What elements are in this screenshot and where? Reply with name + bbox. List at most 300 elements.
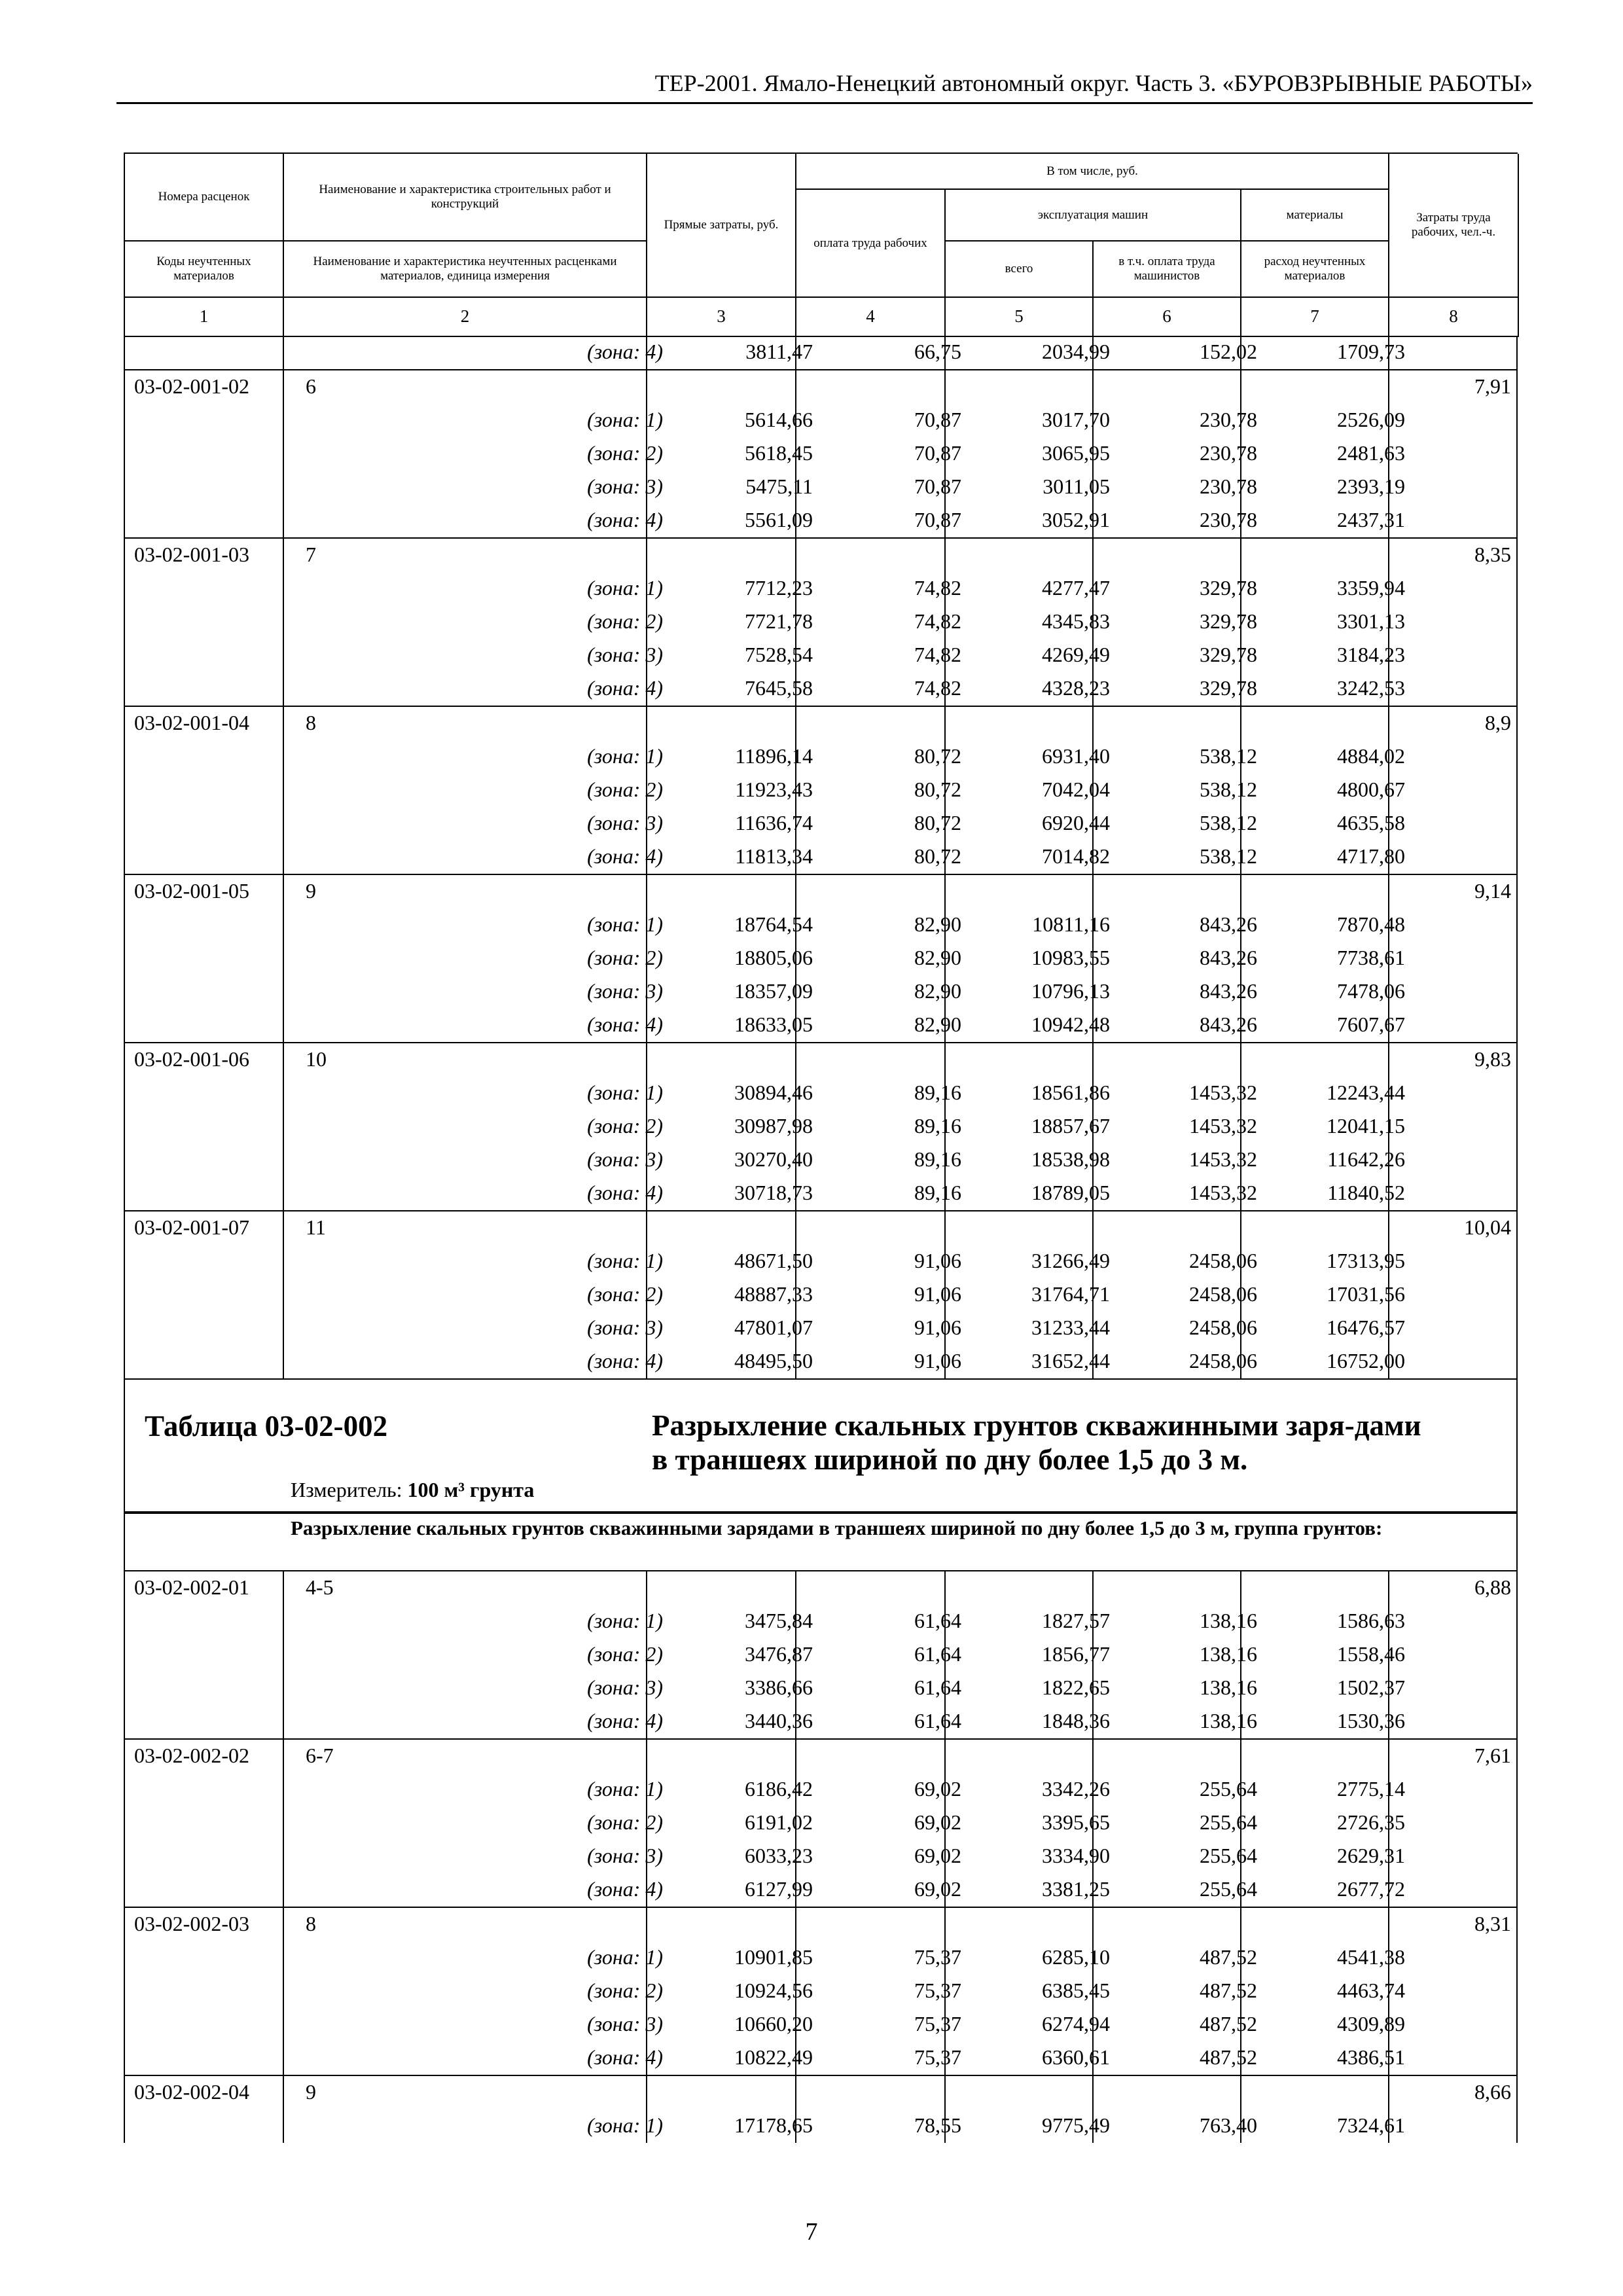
operator-pay-cell: 255,64 [1200,1777,1257,1801]
machines-total-cell: 4277,47 [1042,576,1110,600]
rate-group [124,1043,1518,1211]
column-number: 8 [1389,298,1519,337]
labor-cell: 8,35 [1474,543,1511,566]
machines-total-cell: 10942,48 [1031,1013,1110,1036]
machines-total-cell: 3342,26 [1042,1777,1110,1801]
operator-pay-cell: 1453,32 [1189,1114,1257,1138]
labor-cell: 8,9 [1485,711,1511,734]
operator-pay-cell: 138,16 [1200,1709,1257,1732]
operator-pay-cell: 538,12 [1200,778,1257,801]
operator-pay-cell: 843,26 [1200,912,1257,936]
zone-label: (зона: 2) [587,1979,663,2002]
zone-label: (зона: 2) [587,1642,663,1666]
col1-top-header: Номера расценок [125,154,284,242]
worker-pay-cell: 91,06 [914,1249,961,1272]
materials-cost-cell: 7478,06 [1337,979,1405,1003]
direct-costs-cell: 17178,65 [734,2113,813,2137]
table-row [125,2041,1516,2075]
column-number: 4 [796,298,946,337]
machines-total-cell: 2034,99 [1042,340,1110,363]
table-row [125,1941,1516,1975]
zone-label: (зона: 4) [587,1181,663,1204]
materials-cost-cell: 4800,67 [1337,778,1405,801]
table-row [125,1077,1516,1110]
machines-total-cell: 3334,90 [1042,1844,1110,1867]
unit-prefix: Измеритель: [291,1478,408,1501]
materials-cost-cell: 4635,58 [1337,811,1405,834]
materials-cost-cell: 11840,52 [1327,1181,1405,1204]
zone-label: (зона: 4) [587,1013,663,1036]
table-row [125,539,1516,572]
worker-pay-cell: 61,64 [914,1709,961,1732]
worker-pay-cell: 70,87 [914,508,961,531]
worker-pay-cell: 61,64 [914,1609,961,1632]
worker-pay-cell: 70,87 [914,441,961,465]
table-row [125,1211,1516,1245]
continued-group [124,336,1518,370]
table-row [125,707,1516,740]
materials-cost-cell: 3184,23 [1337,643,1405,666]
direct-costs-cell: 7712,23 [745,576,813,600]
column-number: 2 [284,298,647,337]
machines-total-cell: 3381,25 [1042,1877,1110,1901]
zone-label: (зона: 2) [587,1114,663,1138]
worker-pay-cell: 74,82 [914,643,961,666]
operator-pay-cell: 538,12 [1200,844,1257,868]
worker-pay-cell: 74,82 [914,676,961,700]
table-row [125,1975,1516,2008]
table-row [125,1345,1516,1378]
unaccounted-materials-header: расход неучтенных материалов [1241,242,1389,298]
machines-total-cell: 18561,86 [1031,1081,1110,1104]
worker-pay-cell: 69,02 [914,1777,961,1801]
zone-label: (зона: 3) [587,1147,663,1171]
machines-total-cell: 3065,95 [1042,441,1110,465]
column-number: 7 [1241,298,1389,337]
materials-cost-cell: 16476,57 [1327,1316,1405,1339]
table-row [125,605,1516,639]
column-number: 1 [125,298,284,337]
direct-costs-cell: 5475,11 [745,475,813,498]
rate-name: 10 [306,1047,327,1071]
direct-costs-cell: 7721,78 [745,609,813,633]
worker-pay-cell: 89,16 [914,1081,961,1104]
zone-label: (зона: 3) [587,979,663,1003]
page-number: 7 [805,2218,818,2246]
direct-costs-cell: 10822,49 [734,2045,813,2069]
col1-bottom-header: Коды неучтенных материалов [125,242,284,298]
worker-pay-cell: 74,82 [914,609,961,633]
rate-name: 9 [306,879,316,903]
table-row [125,1773,1516,1806]
table-row [125,942,1516,975]
machines-total-cell: 3395,65 [1042,1810,1110,1834]
machines-total-cell: 4328,23 [1042,676,1110,700]
worker-pay-cell: 91,06 [914,1349,961,1372]
direct-costs-cell: 30718,73 [734,1181,813,1204]
machines-total-cell: 10983,55 [1031,946,1110,969]
direct-costs-cell: 18633,05 [734,1013,813,1036]
worker-pay-cell: 91,06 [914,1282,961,1306]
worker-pay-cell: 75,37 [914,2012,961,2036]
materials-cost-cell: 3359,94 [1337,576,1405,600]
labor-cell: 9,14 [1474,879,1511,903]
operator-pay-cell: 138,16 [1200,1676,1257,1699]
table-row [125,1605,1516,1638]
worker-pay-cell: 80,72 [914,844,961,868]
machines-total-cell: 7014,82 [1042,844,1110,868]
worker-pay-cell: 82,90 [914,979,961,1003]
table-row [125,1043,1516,1077]
worker-pay-cell: 75,37 [914,1945,961,1969]
operator-pay-cell: 2458,06 [1189,1316,1257,1339]
rate-group [124,1740,1518,1908]
col2-top-header: Наименование и характеристика строительных работ и конструкций [284,154,647,242]
labor-cell: 10,04 [1464,1215,1511,1239]
zone-label: (зона: 4) [587,1877,663,1901]
rate-name: 8 [306,1912,316,1935]
worker-pay-cell: 89,16 [914,1114,961,1138]
direct-costs-cell: 48887,33 [734,1282,813,1306]
operator-pay-cell: 230,78 [1200,508,1257,531]
rate-code: 03-02-002-02 [134,1744,249,1767]
zone-label: (зона: 1) [587,1945,663,1969]
zone-label: (зона: 2) [587,1282,663,1306]
materials-cost-cell: 7607,67 [1337,1013,1405,1036]
materials-cost-cell: 1586,63 [1337,1609,1405,1632]
direct-costs-cell: 3476,87 [745,1642,813,1666]
direct-costs-cell: 3475,84 [745,1609,813,1632]
direct-costs-cell: 48495,50 [734,1349,813,1372]
operator-pay-cell: 763,40 [1200,2113,1257,2137]
zone-label: (зона: 4) [587,844,663,868]
operator-pay-cell: 487,52 [1200,2012,1257,2036]
table-row [125,1571,1516,1605]
zone-label: (зона: 3) [587,643,663,666]
zone-label: (зона: 4) [587,508,663,531]
worker-pay-cell: 80,72 [914,778,961,801]
machines-total-cell: 18538,98 [1031,1147,1110,1171]
machines-total-cell: 18789,05 [1031,1181,1110,1204]
materials-cost-cell: 4386,51 [1337,2045,1405,2069]
operator-pay-cell: 255,64 [1200,1877,1257,1901]
machines-total-cell: 31266,49 [1031,1249,1110,1272]
machines-total-cell: 6931,40 [1042,744,1110,768]
materials-cost-cell: 3242,53 [1337,676,1405,700]
zone-label: (зона: 4) [587,1709,663,1732]
zone-label: (зона: 2) [587,1810,663,1834]
operator-pay-cell: 487,52 [1200,1979,1257,2002]
table-row [125,370,1516,404]
worker-pay-cell: 82,90 [914,946,961,969]
table-title: Разрыхление скальных грунтов скважинными заря-дами в траншеях шириной по дну более 1,5 до 3 м. [652,1409,1421,1476]
worker-pay-cell: 80,72 [914,811,961,834]
labor-cell: 8,66 [1474,2080,1511,2104]
operator-pay-cell: 487,52 [1200,2045,1257,2069]
table-row [125,875,1516,908]
materials-cost-cell: 2437,31 [1337,508,1405,531]
group-header: В том числе, руб. [796,154,1389,190]
materials-cost-cell: 4541,38 [1337,1945,1405,1969]
table2-rows [124,1571,1518,2143]
materials-cost-cell: 4463,74 [1337,1979,1405,2002]
direct-costs-cell: 11896,14 [735,744,813,768]
materials-cost-cell: 3301,13 [1337,609,1405,633]
labor-cell: 9,83 [1474,1047,1511,1071]
table-row [125,1245,1516,1278]
operator-pay-cell: 843,26 [1200,946,1257,969]
zone-label: (зона: 4) [587,2045,663,2069]
direct-costs-cell: 5614,66 [745,408,813,431]
rate-code: 03-02-002-01 [134,1575,249,1599]
zone-label: (зона: 3) [587,1316,663,1339]
rate-code: 03-02-001-02 [134,374,249,398]
table-id: Таблица 03-02-002 [145,1410,388,1443]
operator-pay-cell: 538,12 [1200,811,1257,834]
rate-group [124,1571,1518,1740]
materials-cost-cell: 2775,14 [1337,1777,1405,1801]
materials-cost-cell: 2526,09 [1337,408,1405,431]
machines-total-cell: 4269,49 [1042,643,1110,666]
zone-label: (зона: 4) [587,1349,663,1372]
operator-pay-cell: 843,26 [1200,1013,1257,1036]
direct-costs-cell: 6186,42 [745,1777,813,1801]
zone-label: (зона: 3) [587,1844,663,1867]
operator-pay-cell: 230,78 [1200,441,1257,465]
zone-label: (зона: 1) [587,2113,663,2137]
direct-costs-cell: 30987,98 [734,1114,813,1138]
zone-label: (зона: 1) [587,744,663,768]
machines-header: эксплуатация машин [946,190,1241,242]
rate-code: 03-02-002-04 [134,2080,249,2104]
zone-label: (зона: 1) [587,912,663,936]
worker-pay-cell: 75,37 [914,2045,961,2069]
direct-costs-cell: 6033,23 [745,1844,813,1867]
operator-pay-cell: 329,78 [1200,609,1257,633]
worker-pay-cell: 89,16 [914,1147,961,1171]
direct-costs-cell: 6191,02 [745,1810,813,1834]
machines-total-cell: 4345,83 [1042,609,1110,633]
zone-label: (зона: 1) [587,1777,663,1801]
machines-total-cell: 9775,49 [1042,2113,1110,2137]
operator-pay-cell: 538,12 [1200,744,1257,768]
table-row [125,840,1516,874]
direct-costs-cell: 10660,20 [734,2012,813,2036]
table-row [125,1705,1516,1738]
table-row [125,404,1516,437]
operator-pay-cell: 2458,06 [1189,1349,1257,1372]
zone-label: (зона: 2) [587,946,663,969]
direct-costs-cell: 18764,54 [734,912,813,936]
column-number: 6 [1094,298,1241,337]
materials-cost-cell: 7738,61 [1337,946,1405,969]
worker-pay-cell: 61,64 [914,1676,961,1699]
operator-pay-cell: 255,64 [1200,1844,1257,1867]
rate-group [124,370,1518,539]
machines-total-cell: 1856,77 [1042,1642,1110,1666]
rate-code: 03-02-001-07 [134,1215,249,1239]
table-row [125,672,1516,706]
materials-cost-cell: 4717,80 [1337,844,1405,868]
direct-costs-cell: 6127,99 [745,1877,813,1901]
rate-group [124,875,1518,1043]
materials-cost-cell: 4884,02 [1337,744,1405,768]
materials-cost-cell: 12041,15 [1327,1114,1405,1138]
direct-costs-cell: 7645,58 [745,676,813,700]
direct-costs-cell: 3811,47 [745,340,813,363]
table-row [125,1908,1516,1941]
machines-total-cell: 1827,57 [1042,1609,1110,1632]
direct-costs-cell: 11923,43 [735,778,813,801]
direct-costs-cell: 11636,74 [735,811,813,834]
labor-cell: 7,61 [1474,1744,1511,1767]
direct-costs-cell: 11813,34 [735,844,813,868]
rate-group [124,1211,1518,1380]
running-header: ТЕР-2001. Ямало-Ненецкий автономный округ. Часть 3. «БУРОВЗРЫВНЫЕ РАБОТЫ» [116,69,1533,104]
operator-pay-cell: 487,52 [1200,1945,1257,1969]
direct-costs-cell: 5561,09 [745,508,813,531]
machines-total-cell: 10811,16 [1032,912,1110,936]
machines-total-cell: 18857,67 [1031,1114,1110,1138]
worker-pay-cell: 80,72 [914,744,961,768]
materials-cost-cell: 1709,73 [1337,340,1405,363]
table-subheading [124,1513,1518,1571]
operator-pay-cell: 843,26 [1200,979,1257,1003]
table-row [125,2109,1516,2143]
worker-pay-cell: 70,87 [914,408,961,431]
machines-total-cell: 3052,91 [1042,508,1110,531]
table-row [125,1278,1516,1312]
zone-label: (зона: 2) [587,441,663,465]
machines-total-cell: 3017,70 [1042,408,1110,431]
rate-name: 9 [306,2080,316,2104]
table-row [125,1009,1516,1042]
zone-label: (зона: 4) [587,340,663,363]
worker-pay-cell: 66,75 [914,340,961,363]
zone-label: (зона: 1) [587,408,663,431]
machines-total-cell: 31233,44 [1031,1316,1110,1339]
materials-cost-cell: 17031,56 [1327,1282,1405,1306]
zone-label: (зона: 1) [587,576,663,600]
rate-name: 6 [306,374,316,398]
rate-code: 03-02-001-03 [134,543,249,566]
materials-cost-cell: 7324,61 [1337,2113,1405,2137]
zone-label: (зона: 1) [587,1081,663,1104]
direct-costs-cell: 47801,07 [734,1316,813,1339]
table-row [125,1740,1516,1773]
materials-cost-cell: 2677,72 [1337,1877,1405,1901]
operator-pay-cell: 2458,06 [1189,1249,1257,1272]
machines-total-cell: 6920,44 [1042,811,1110,834]
table-caption [124,1380,1518,1513]
operator-pay-cell: 329,78 [1200,576,1257,600]
worker-pay-cell: 78,55 [914,2113,961,2137]
materials-cost-cell: 7870,48 [1337,912,1405,936]
table-row [125,572,1516,605]
materials-cost-cell: 17313,95 [1327,1249,1405,1272]
column-number: 5 [946,298,1094,337]
zone-label: (зона: 3) [587,1676,663,1699]
zone-label: (зона: 2) [587,778,663,801]
materials-cost-cell: 11642,26 [1327,1147,1405,1171]
zone-label: (зона: 3) [587,811,663,834]
worker-pay-cell: 70,87 [914,475,961,498]
unit-value: 100 м³ грунта [407,1478,535,1501]
table-row [125,471,1516,504]
machines-total-cell: 1822,65 [1042,1676,1110,1699]
direct-costs-header: Прямые затраты, руб. [647,154,796,298]
operator-pay-cell: 2458,06 [1189,1282,1257,1306]
materials-cost-cell: 2481,63 [1337,441,1405,465]
rate-group [124,2076,1518,2143]
operator-pay-cell: 230,78 [1200,475,1257,498]
materials-cost-cell: 16752,00 [1327,1349,1405,1372]
table-row [125,740,1516,774]
materials-cost-cell: 4309,89 [1337,2012,1405,2036]
table-row [125,975,1516,1009]
operator-pay-cell: 1453,32 [1189,1081,1257,1104]
zone-label: (зона: 3) [587,2012,663,2036]
machines-total-header: всего [946,242,1094,298]
worker-pay-cell: 82,90 [914,1013,961,1036]
column-number: 3 [647,298,796,337]
machines-total-cell: 31652,44 [1031,1349,1110,1372]
machines-total-cell: 6274,94 [1042,2012,1110,2036]
table-row [125,1672,1516,1705]
subheading-text: Разрыхление скальных грунтов скважинными зарядами в траншеях шириной по дну более 1,5 до 3 м, группа грунтов: [291,1516,1383,1539]
direct-costs-cell: 48671,50 [734,1249,813,1272]
rate-code: 03-02-001-04 [134,711,249,734]
table-row [125,1806,1516,1840]
zone-label: (зона: 4) [587,676,663,700]
col2-bottom-header: Наименование и характеристика неучтенных расценками материалов, единица измерения [284,242,647,298]
operator-pay-cell: 152,02 [1200,340,1257,363]
table-row [125,437,1516,471]
operator-pay-cell: 1453,32 [1189,1147,1257,1171]
worker-pay-cell: 89,16 [914,1181,961,1204]
machines-total-cell: 6385,45 [1042,1979,1110,2002]
table-row [125,1312,1516,1345]
worker-pay-cell: 69,02 [914,1810,961,1834]
operator-pay-cell: 255,64 [1200,1810,1257,1834]
machines-total-cell: 7042,04 [1042,778,1110,801]
table-row [125,1638,1516,1672]
direct-costs-cell: 18805,06 [734,946,813,969]
table-row [125,2008,1516,2041]
materials-cost-cell: 2726,35 [1337,1810,1405,1834]
table-row [125,1840,1516,1873]
machines-total-cell: 3011,05 [1043,475,1110,498]
rate-group [124,539,1518,707]
machines-total-cell: 31764,71 [1031,1282,1110,1306]
direct-costs-cell: 7528,54 [745,643,813,666]
materials-cost-cell: 2393,19 [1337,475,1405,498]
table-row [125,1110,1516,1143]
worker-pay-cell: 61,64 [914,1642,961,1666]
materials-cost-cell: 2629,31 [1337,1844,1405,1867]
table-row [125,908,1516,942]
table-unit [291,1478,534,1502]
rate-name: 4-5 [306,1575,334,1599]
operator-pay-cell: 1453,32 [1189,1181,1257,1204]
materials-cost-cell: 12243,44 [1327,1081,1405,1104]
materials-cost-cell: 1558,46 [1337,1642,1405,1666]
rate-group [124,1908,1518,2076]
table-row [125,2076,1516,2109]
labor-header: Затраты труда рабочих, чел.-ч. [1389,154,1519,298]
worker-pay-cell: 69,02 [914,1877,961,1901]
worker-pay-cell: 91,06 [914,1316,961,1339]
